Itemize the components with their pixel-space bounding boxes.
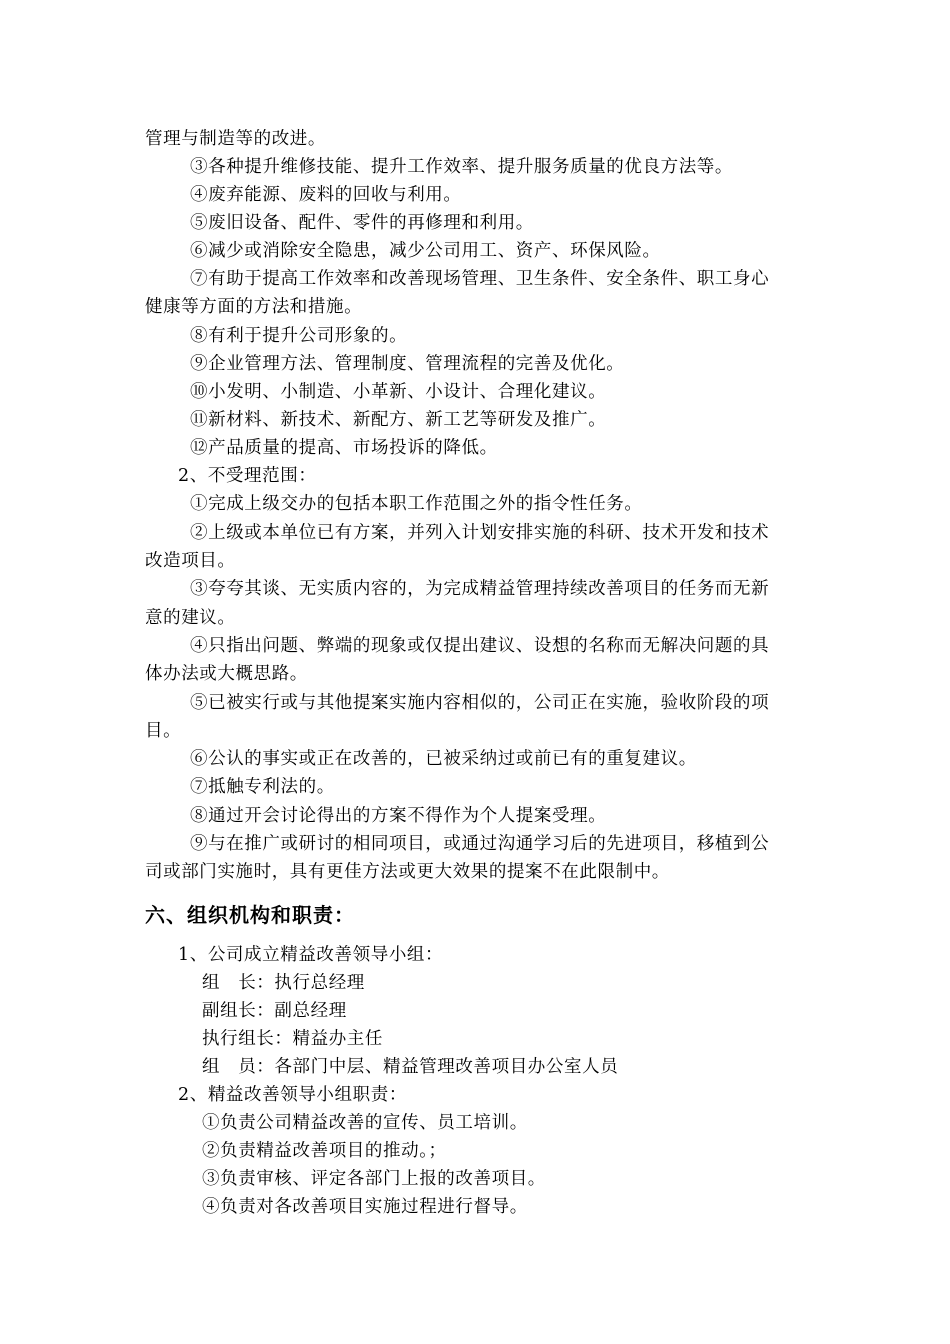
list-item: ③负责审核、评定各部门上报的改善项目。 <box>202 1169 546 1189</box>
list-item-continuation: 司或部门实施时，具有更佳方法或更大效果的提案不在此限制中。 <box>145 862 670 882</box>
list-item: ③各种提升维修技能、提升工作效率、提升服务质量的优良方法等。 <box>190 157 733 177</box>
member-line: 执行组长：精益办主任 <box>202 1029 383 1049</box>
list-item: ⑧有利于提升公司形象的。 <box>190 326 408 346</box>
list-item: ④废弃能源、废料的回收与利用。 <box>190 185 462 205</box>
list-item-continuation: 健康等方面的方法和措施。 <box>145 297 363 317</box>
list-item: ①负责公司精益改善的宣传、员工培训。 <box>202 1113 528 1133</box>
subsection-title: 2、精益改善领导小组职责： <box>178 1085 407 1105</box>
list-item: ⑥减少或消除安全隐患，减少公司用工、资产、环保风险。 <box>190 241 661 261</box>
list-item: ⑤已被实行或与其他提案实施内容相似的，公司正在实施，验收阶段的项 <box>190 693 770 713</box>
paragraph-line: 管理与制造等的改进。 <box>145 129 326 149</box>
list-item-continuation: 目。 <box>145 721 182 741</box>
list-item-continuation: 改造项目。 <box>145 551 236 571</box>
subsection-title: 1、公司成立精益改善领导小组： <box>178 945 444 965</box>
list-item: ②负责精益改善项目的推动。； <box>202 1141 447 1161</box>
list-item: ④只指出问题、弊端的现象或仅提出建议、设想的名称而无解决问题的具 <box>190 636 770 656</box>
member-line: 副组长：副总经理 <box>202 1001 347 1021</box>
list-item: ⑦抵触专利法的。 <box>190 777 335 797</box>
list-item: ⑦有助于提高工作效率和改善现场管理、卫生条件、安全条件、职工身心 <box>190 269 770 289</box>
list-item: ③夸夸其谈、无实质内容的，为完成精益管理持续改善项目的任务而无新 <box>190 579 770 599</box>
list-item: ⑪新材料、新技术、新配方、新工艺等研发及推广。 <box>190 410 607 430</box>
list-item: ⑤废旧设备、配件、零件的再修理和利用。 <box>190 213 534 233</box>
subsection-title: 2、不受理范围： <box>178 466 317 486</box>
list-item-continuation: 体办法或大概思路。 <box>145 664 308 684</box>
list-item: ⑧通过开会讨论得出的方案不得作为个人提案受理。 <box>190 806 607 826</box>
list-item-continuation: 意的建议。 <box>145 608 236 628</box>
section-heading: 六、组织机构和职责： <box>145 903 355 927</box>
list-item: ⑨企业管理方法、管理制度、管理流程的完善及优化。 <box>190 354 625 374</box>
member-line: 组 员：各部门中层、精益管理改善项目办公室人员 <box>202 1057 619 1077</box>
list-item: ④负责对各改善项目实施过程进行督导。 <box>202 1197 528 1217</box>
list-item: ⑫产品质量的提高、市场投诉的降低。 <box>190 438 498 458</box>
list-item: ⑩小发明、小制造、小革新、小设计、合理化建议。 <box>190 382 607 402</box>
list-item: ①完成上级交办的包括本职工作范围之外的指令性任务。 <box>190 494 643 514</box>
member-line: 组 长：执行总经理 <box>202 973 365 993</box>
list-item: ⑥公认的事实或正在改善的，已被采纳过或前已有的重复建议。 <box>190 749 697 769</box>
list-item: ②上级或本单位已有方案，并列入计划安排实施的科研、技术开发和技术 <box>190 523 770 543</box>
list-item: ⑨与在推广或研讨的相同项目，或通过沟通学习后的先进项目，移植到公 <box>190 834 770 854</box>
